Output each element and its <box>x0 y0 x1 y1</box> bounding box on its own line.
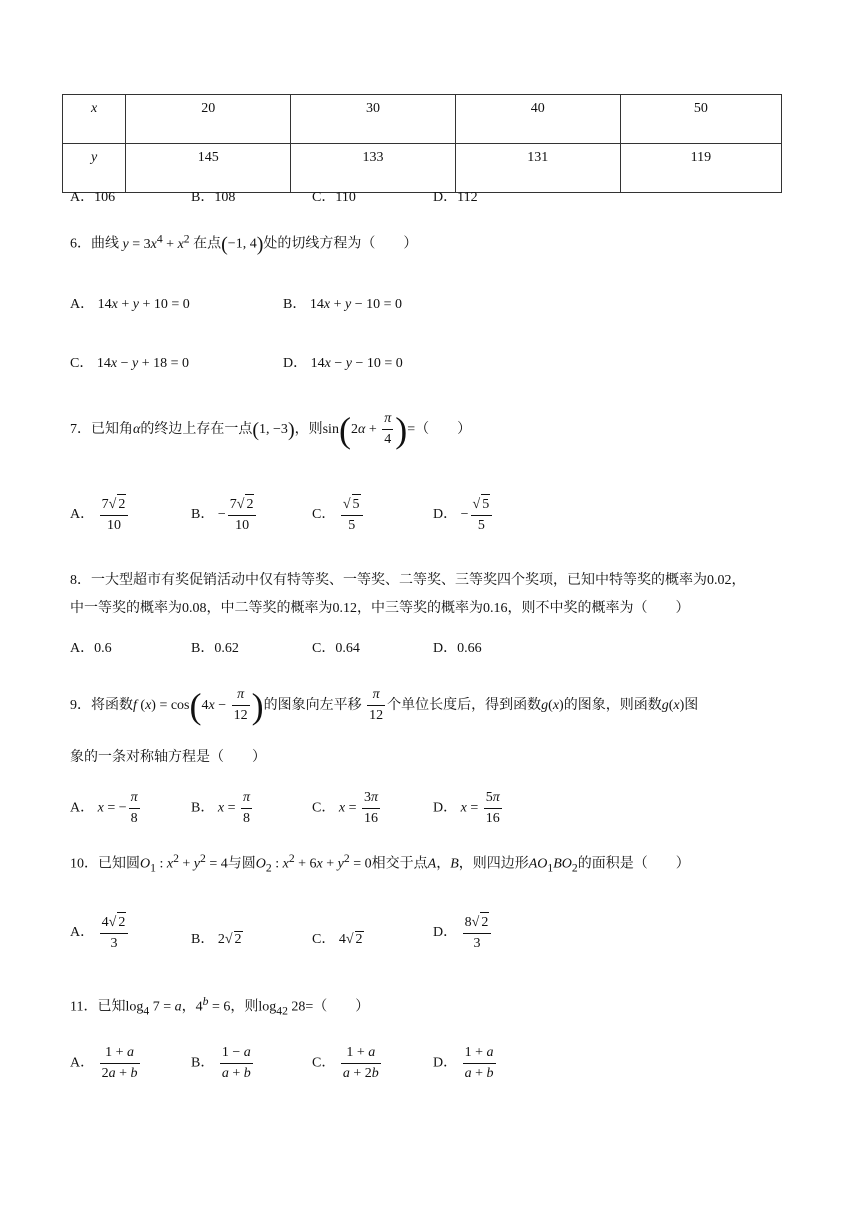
q5-option-c[interactable]: C．110 <box>312 190 356 205</box>
data-table <box>62 94 782 193</box>
q9-option-b[interactable]: B． x = $\frac{\pi}{8}$ <box>191 790 250 826</box>
q10-option-d[interactable]: D． $\frac{8√ 2}{3}$ <box>433 912 493 954</box>
q7-option-b[interactable]: B． − $\frac{7√ 2}{10}$ <box>191 494 258 536</box>
table-cell: 119 <box>620 144 781 193</box>
question-8-line2: 中一等奖的概率为0.08，中二等奖的概率为0.12，中三等奖的概率为0.16，则不中奖的概率为（ ） <box>70 601 690 616</box>
table-row <box>63 144 782 193</box>
question-8: 8．一大型超市有奖促销活动中仅有特等奖、一等奖、二等奖、三等奖四个奖项，已知中特等奖的概率为0.02， <box>70 573 746 588</box>
q6-option-c[interactable]: C． 14x − y + 18 = 0 <box>70 356 189 371</box>
q7-option-c[interactable]: C． $\frac{√ 5}{5}$ <box>312 494 365 536</box>
q11-option-d[interactable]: D． $\frac{1 + a}{a + b}$ <box>433 1045 494 1081</box>
q8-option-c[interactable]: C．0.64 <box>312 641 360 656</box>
question-9: 9．将函数f (x) = cos(4x − $\frac{\pi}{12}$ )的图象向左平移 $\frac{\pi}{12}$ 个单位长度后，得到函数g(x)的图象，则函数g(x)图 <box>70 685 699 726</box>
q11-option-b[interactable]: B． $\frac{1 - a}{a + b}$ <box>191 1045 251 1081</box>
question-6: 6．曲线 $y = 3x^4 + x^2$ 在点(−1, 4)处的切线方程为（ ） <box>70 232 418 256</box>
question-7: 7．已知角α的终边上存在一点(1, −3)，则sin(2α + $\frac{\pi}{4}$ )=（ ） <box>70 409 472 450</box>
q7-option-d[interactable]: D． − $\frac{√ 5}{5}$ <box>433 494 494 536</box>
q6-option-d[interactable]: D． 14x − y − 10 = 0 <box>283 356 403 371</box>
table-cell: 131 <box>455 144 620 193</box>
q9-option-c[interactable]: C． x = $\frac{3\pi}{16}$ <box>312 790 378 826</box>
q11-option-c[interactable]: C． $\frac{1 + a}{a + 2b}$ <box>312 1045 379 1081</box>
q5-option-d[interactable]: D．112 <box>433 190 478 205</box>
q6-option-b[interactable]: B． 14x + y − 10 = 0 <box>283 297 402 312</box>
table-cell: 133 <box>291 144 456 193</box>
q10-option-a[interactable]: A． $\frac{4√ 2}{3}$ <box>70 912 130 954</box>
table-header-x: x <box>63 95 126 144</box>
q8-option-a[interactable]: A．0.6 <box>70 641 112 656</box>
q6-stem: 曲线 <box>91 236 119 252</box>
q7-option-a[interactable]: A． $\frac{7√ 2}{10}$ <box>70 494 130 536</box>
table-cell: 20 <box>126 95 291 144</box>
q6-stem: 在点 <box>193 236 222 252</box>
question-11: 11．已知$\log_4 7 = a$，$4^b = 6$，则$\log_{42} 28=$（ ） <box>70 995 370 1018</box>
table-cell: 145 <box>126 144 291 193</box>
q5-option-a[interactable]: A．106 <box>70 190 116 205</box>
q6-number: 6． <box>70 236 91 252</box>
question-9-line2: 象的一条对称轴方程是（ ） <box>70 750 266 765</box>
q6-stem: 处的切线方程为（ ） <box>263 236 418 252</box>
q11-option-a[interactable]: A． $\frac{1 + a}{2a + b}$ <box>70 1045 138 1081</box>
q8-option-d[interactable]: D．0.66 <box>433 641 482 656</box>
q6-curve-formula: $y = 3x^4 + x^2$ <box>122 232 190 252</box>
table-row <box>63 95 782 144</box>
q10-option-c[interactable]: C． 4√ 2 <box>312 932 363 947</box>
q5-option-b[interactable]: B．108 <box>191 190 236 205</box>
table-cell: 50 <box>620 95 781 144</box>
table-cell: 40 <box>455 95 620 144</box>
q9-option-a[interactable]: A． x = − $\frac{\pi}{8}$ <box>70 790 138 826</box>
q9-option-d[interactable]: D． x = $\frac{5\pi}{16}$ <box>433 790 500 826</box>
table-cell: 30 <box>291 95 456 144</box>
q10-option-b[interactable]: B． 2√ 2 <box>191 932 242 947</box>
table-header-y: y <box>63 144 126 193</box>
q8-option-b[interactable]: B．0.62 <box>191 641 239 656</box>
question-10: 10．已知圆$O_1$ : $x^2 + y^2 = 4$与圆$O_2$ : $x^2 + 6x + y^2 = 0$相交于点A，B，则四边形$AO_1BO_2$的面积是（ ） <box>70 852 690 875</box>
q6-option-a[interactable]: A． 14x + y + 10 = 0 <box>70 297 190 312</box>
